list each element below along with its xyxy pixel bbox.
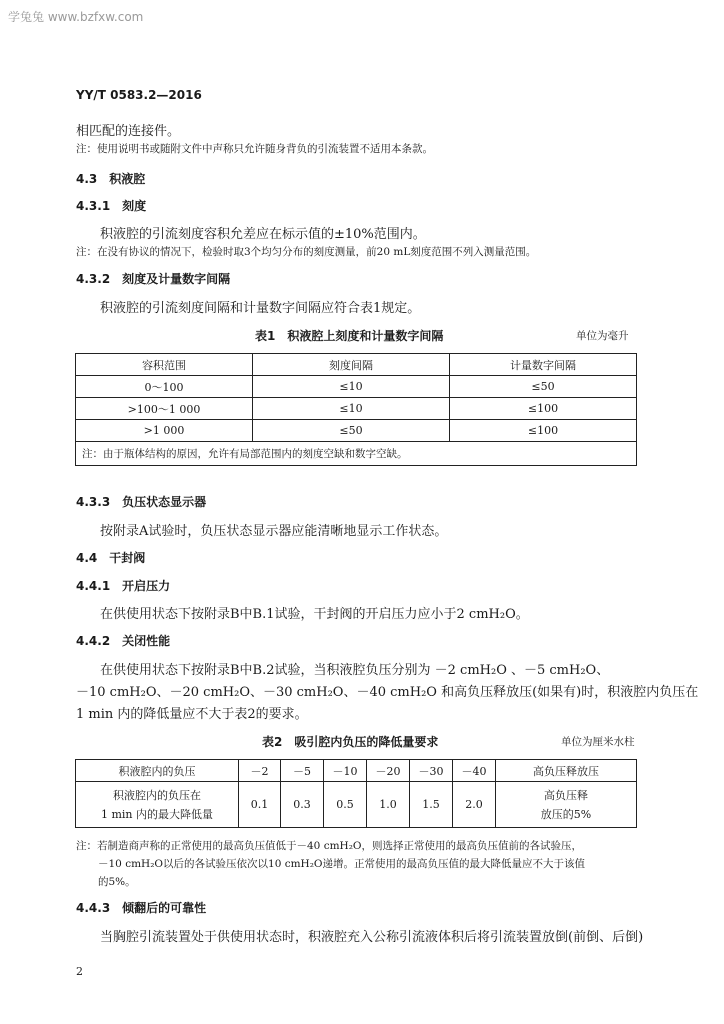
table2-unit: 单位为厘米水柱	[561, 736, 635, 748]
table1-header: 计量数字间隔	[450, 354, 637, 376]
para-4-4-1: 在供使用状态下按附录B中B.1试验，干封阀的开启压力应小于2 cmH₂O。	[100, 607, 529, 622]
table-cell: >1 000	[76, 420, 253, 442]
table-cell: ≤50	[450, 376, 637, 398]
para-4-4-2-line3: 1 min 内的降低量应不大于表2的要求。	[76, 707, 308, 722]
table-cell: ≤100	[450, 420, 637, 442]
para-4-3-2: 积液腔的引流刻度间隔和计量数字间隔应符合表1规定。	[100, 301, 421, 316]
table-row	[76, 376, 637, 398]
table2-header: 高负压释放压	[496, 760, 637, 782]
table1-header: 容积范围	[76, 354, 253, 376]
para-4-4-3: 当胸腔引流装置处于供使用状态时，积液腔充入公称引流液体积后将引流装置放倒(前倒、后倒)	[100, 930, 644, 945]
table1-note: 注：由于瓶体结构的原因，允许有局部范围内的刻度空缺和数字空缺。	[76, 442, 637, 466]
table-cell: >100～1 000	[76, 398, 253, 420]
table-2	[75, 759, 637, 828]
table2-last-cell	[496, 782, 637, 828]
heading-4-4-3: 4.4.3 倾翻后的可靠性	[76, 901, 207, 915]
table-cell: ≤10	[253, 376, 450, 398]
para-4-4-2-line2: －10 cmH₂O、－20 cmH₂O、－30 cmH₂O、－40 cmH₂O 和高负压释放压(如果有)时，积液腔内负压在	[76, 685, 699, 700]
table-row	[76, 782, 637, 828]
table2-header-label: 积液腔内的负压	[76, 760, 239, 782]
table2-caption: 表2 吸引腔内负压的降低量要求	[262, 735, 439, 749]
note-2-line1: 注：若制造商声称的正常使用的最高负压值低于－40 cmH₂O，则选择正常使用的最高负压值前的各试验压，	[76, 840, 583, 852]
para-4-3-1: 积液腔的引流刻度容积允差应在标示值的±10%范围内。	[100, 227, 426, 242]
table2-last-line1: 高负压释	[544, 788, 588, 802]
heading-4-3: 4.3 积液腔	[76, 172, 146, 186]
table2-row-label-line1: 积液腔内的负压在	[113, 788, 201, 802]
table-cell: 0.3	[281, 782, 324, 828]
heading-4-3-3: 4.3.3 负压状态显示器	[76, 495, 207, 509]
table1-caption: 表1 积液腔上刻度和计量数字间隔	[255, 329, 444, 343]
note-2-line3: 的5%。	[98, 876, 136, 888]
table2-header: －20	[367, 760, 410, 782]
table-cell: ≤50	[253, 420, 450, 442]
table2-header: －10	[324, 760, 367, 782]
table-cell: 2.0	[453, 782, 496, 828]
continued-text: 相匹配的连接件。	[76, 124, 181, 139]
table2-header: －2	[239, 760, 281, 782]
table2-last-line2: 放压的5%	[540, 807, 592, 821]
standard-code: YY/T 0583.2—2016	[76, 88, 202, 102]
heading-4-4-1: 4.4.1 开启压力	[76, 579, 171, 593]
table2-header: －5	[281, 760, 324, 782]
para-4-3-3: 按附录A试验时，负压状态显示器应能清晰地显示工作状态。	[100, 524, 448, 539]
watermark: 学兔兔 www.bzfxw.com	[8, 10, 144, 24]
table1-unit: 单位为毫升	[576, 330, 629, 342]
heading-4-4: 4.4 干封阀	[76, 551, 146, 565]
table2-row-label	[76, 782, 239, 828]
table2-header-row	[76, 760, 637, 782]
table-cell: 0.1	[239, 782, 281, 828]
note-1: 注：使用说明书或随附文件中声称只允许随身背负的引流装置不适用本条款。	[76, 143, 433, 155]
table-cell: 0～100	[76, 376, 253, 398]
table2-row-label-line2: 1 min 内的最大降低量	[100, 807, 214, 821]
page-number: 2	[76, 965, 83, 978]
table2-header: －30	[410, 760, 453, 782]
note-4-3-1: 注：在没有协议的情况下，检验时取3个均匀分布的刻度测量，前20 mL刻度范围不列入测量范围。	[76, 246, 537, 258]
table1-header-row	[76, 354, 637, 376]
table1-note-row	[76, 442, 637, 466]
heading-4-4-2: 4.4.2 关闭性能	[76, 634, 171, 648]
heading-4-3-1: 4.3.1 刻度	[76, 199, 147, 213]
table-row	[76, 420, 637, 442]
table-1	[75, 353, 637, 466]
para-4-4-2-line1: 在供使用状态下按附录B中B.2试验，当积液腔负压分别为 －2 cmH₂O 、－5 cmH₂O、	[100, 663, 610, 678]
table-cell: 0.5	[324, 782, 367, 828]
table-cell: 1.0	[367, 782, 410, 828]
table-cell: ≤10	[253, 398, 450, 420]
table-cell: 1.5	[410, 782, 453, 828]
table-row	[76, 398, 637, 420]
heading-4-3-2: 4.3.2 刻度及计量数字间隔	[76, 272, 231, 286]
table2-header: －40	[453, 760, 496, 782]
table1-header: 刻度间隔	[253, 354, 450, 376]
note-2-line2: －10 cmH₂O以后的各试验压依次以10 cmH₂O递增。正常使用的最高负压值的最大降低量应不大于该值	[98, 858, 586, 870]
table-cell: ≤100	[450, 398, 637, 420]
